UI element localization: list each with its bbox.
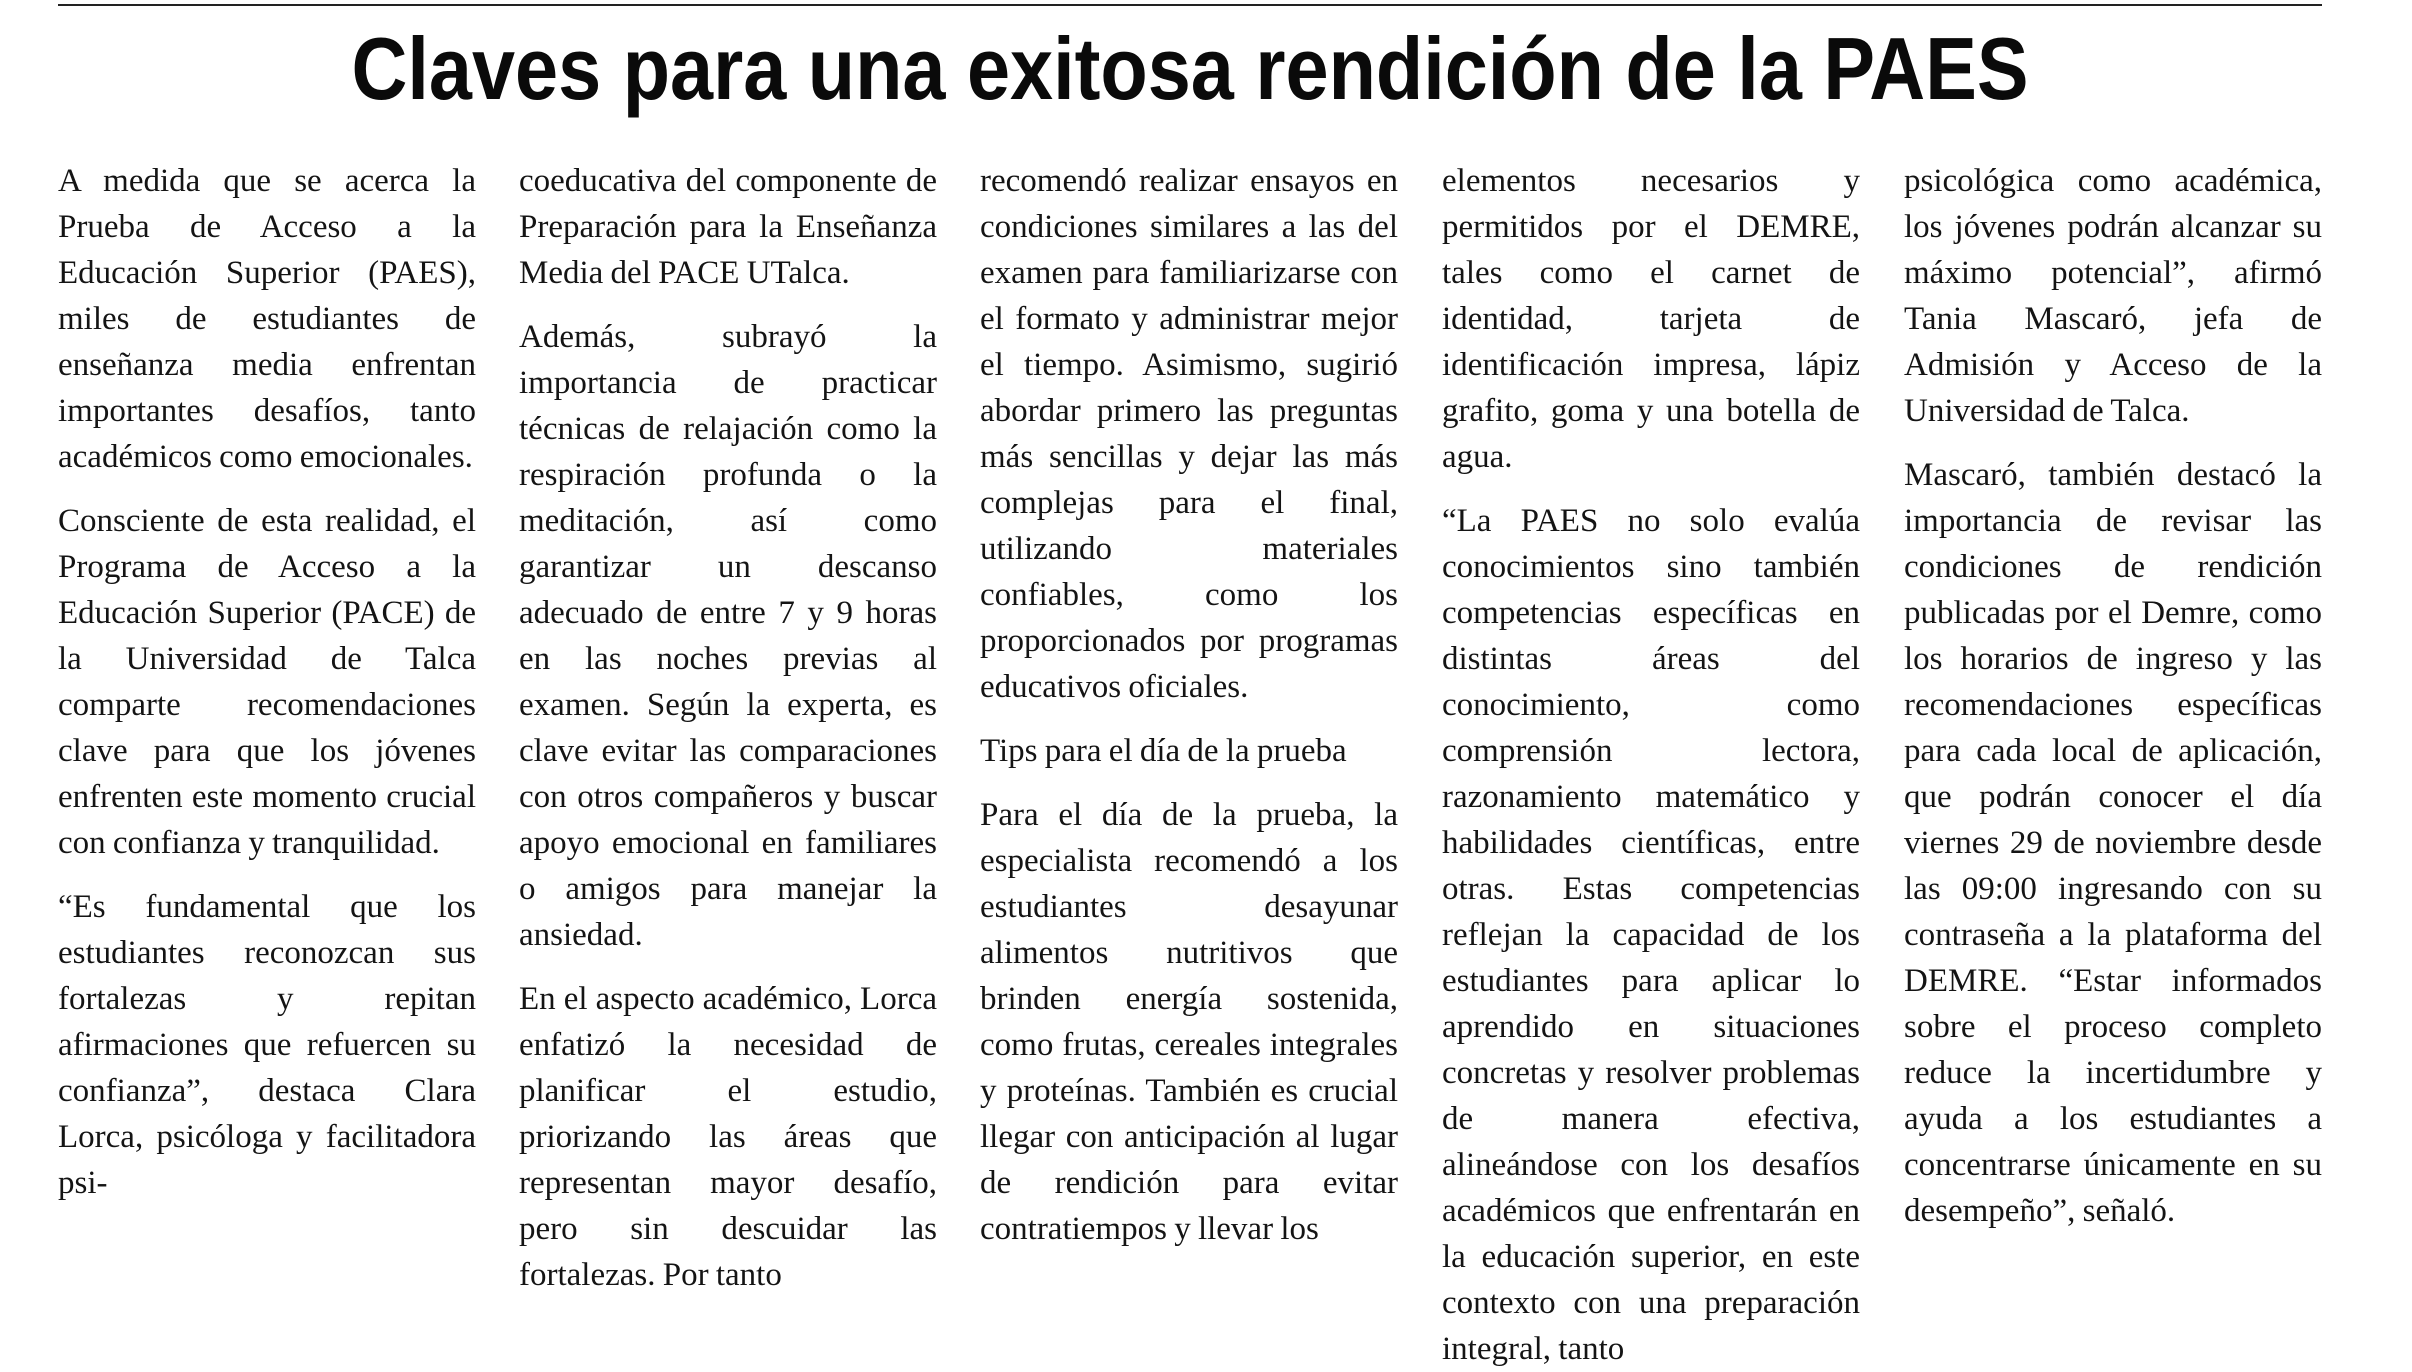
article-paragraph: A medida que se acerca la Prueba de Acceso a la Educación Superior (PAES), miles de estudiantes de enseñanza media enfrentan importantes desafíos, tanto académicos como emocionales. xyxy=(58,163,476,475)
article-column-4 xyxy=(1442,158,1860,1367)
article-paragraph: Para el día de la prueba, la especialista recomendó a los estudiantes desayunar alimentos nutritivos que brinden energía sostenida, como frutas, cereales integrales y proteínas. También es crucial llegar con anticipación al lugar de rendición para evitar contratiempos y llevar los xyxy=(980,797,1398,1247)
article-column-1 xyxy=(58,158,476,1245)
article-headline: Claves para una exitosa rendición de la PAES xyxy=(351,19,2029,118)
article-column-5 xyxy=(1904,158,2322,1245)
article-subheading: Tips para el día de la prueba xyxy=(980,733,1347,769)
top-rule xyxy=(58,4,2322,6)
article-paragraph: En el aspecto académico, Lorca enfatizó la necesidad de planificar el estudio, priorizando las áreas que representan mayor desafío, pero sin descuidar las fortalezas. Por tanto xyxy=(519,981,937,1293)
article-paragraph: Consciente de esta realidad, el Programa de Acceso a la Educación Superior (PACE) de la Universidad de Talca comparte recomendaciones clave para que los jóvenes enfrenten este momento crucial con confianza y tranquilidad. xyxy=(58,503,476,861)
article-column-3 xyxy=(980,158,1398,1245)
article-paragraph: “La PAES no solo evalúa conocimientos sino también competencias específicas en distintas áreas del conocimiento, como comprensión lectora, razonamiento matemático y habilidades científicas, entre otras. Estas competencias reflejan la capacidad de los estudiantes para aplicar lo aprendido en situaciones concretas y resolver problemas de manera efectiva, alineándose con los desafíos académicos que enfrentarán en la educación superior, en este contexto con una preparación integral, tanto xyxy=(1442,503,1860,1367)
article-paragraph: elementos necesarios y permitidos por el DEMRE, tales como el carnet de identidad, tarjeta de identificación impresa, lápiz grafito, goma y una botella de agua. xyxy=(1442,163,1860,475)
article-paragraph: psicológica como académica, los jóvenes podrán alcanzar su máximo potencial”, afirmó Tania Mascaró, jefa de Admisión y Acceso de la Universidad de Talca. xyxy=(1904,163,2322,429)
article-column-2 xyxy=(519,158,937,1293)
article-body xyxy=(58,158,2322,1367)
article-paragraph: Además, subrayó la importancia de practicar técnicas de relajación como la respiración profunda o la meditación, así como garantizar un descanso adecuado de entre 7 y 9 horas en las noches previas al examen. Según la experta, es clave evitar las comparaciones con otros compañeros y buscar apoyo emocional en familiares o amigos para manejar la ansiedad. xyxy=(519,319,937,953)
article-paragraph: coeducativa del componente de Preparación para la Enseñanza Media del PACE UTalca. xyxy=(519,163,937,291)
article-paragraph: recomendó realizar ensayos en condiciones similares a las del examen para familiarizarse con el formato y administrar mejor el tiempo. Asimismo, sugirió abordar primero las preguntas más sencillas y dejar las más complejas para el final, utilizando materiales confiables, como los proporcionados por programas educativos oficiales. xyxy=(980,163,1398,705)
article-paragraph: “Es fundamental que los estudiantes reconozcan sus fortalezas y repitan afirmaciones que refuercen su confianza”, destaca Clara Lorca, psicóloga y facilitadora psi- xyxy=(58,889,476,1201)
article-paragraph: Mascaró, también destacó la importancia de revisar las condiciones de rendición publicadas por el Demre, como los horarios de ingreso y las recomendaciones específicas para cada local de aplicación, que podrán conocer el día viernes 29 de noviembre desde las 09:00 ingresando con su contraseña a la plataforma del DEMRE. “Estar informados sobre el proceso completo reduce la incertidumbre y ayuda a los estudiantes a concentrarse únicamente en su desempeño”, señaló. xyxy=(1904,457,2322,1229)
